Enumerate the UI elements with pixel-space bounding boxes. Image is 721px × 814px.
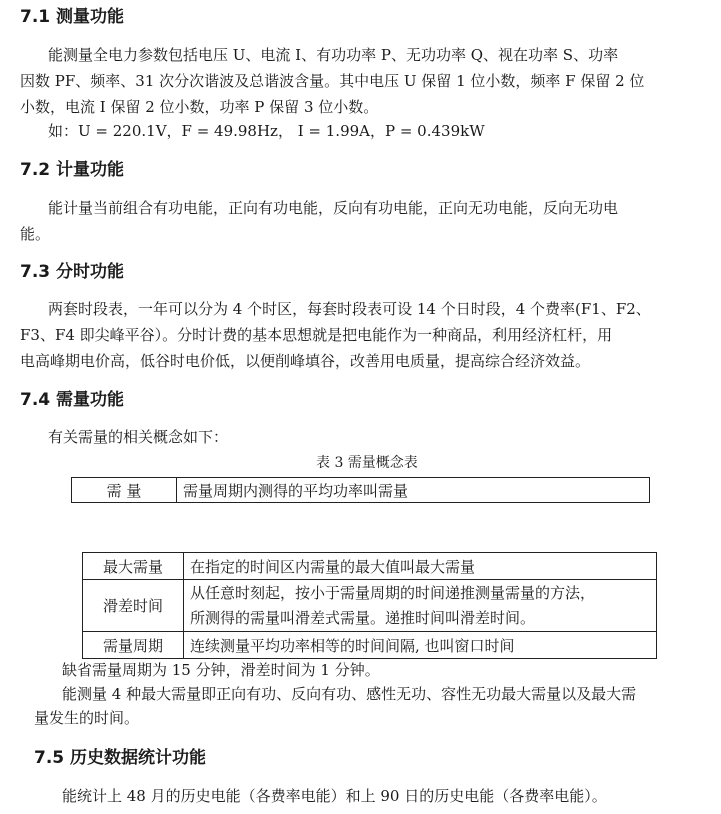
section-heading-7-1: 7.1 测量功能 [20,7,125,27]
section-heading-7-3: 7.3 分时功能 [20,262,125,282]
table-term-cell: 需 量 [72,478,177,503]
section-heading-7-4: 7.4 需量功能 [20,390,125,410]
paragraph-line: 小数，电流 I 保留 2 位小数，功率 P 保留 3 位小数。 [20,98,379,116]
paragraph-line: 缺省需量周期为 15 分钟，滑差时间为 1 分钟。 [62,661,380,679]
paragraph-line: 能统计上 48 月的历史电能（各费率电能）和上 90 日的历史电能（各费率电能）。 [62,787,607,805]
paragraph-line: 如：U = 220.1V，F = 49.98Hz， I = 1.99A，P = 0.439kW [48,122,485,140]
table-term-cell: 最大需量 [83,553,184,580]
table-desc-cell: 连续测量平均功率相等的时间间隔, 也叫窗口时间 [184,632,657,659]
table-caption: 表 3 需量概念表 [316,455,418,471]
paragraph-line: 能测量全电力参数包括电压 U、电流 I、有功功率 P、无功功率 Q、视在功率 S、功率 [48,46,619,64]
table-desc-cell [184,580,657,632]
table-desc-line: 所测得的需量叫滑差式需量。递推时间叫滑差时间。 [190,608,536,627]
paragraph-line: 两套时段表，一年可以分为 4 个时区，每套时段表可设 14 个日时段，4 个费率(F1、F2、 [48,300,651,318]
table-row [83,580,657,632]
section-heading-7-2: 7.2 计量功能 [20,160,125,180]
table-desc-line: 从任意时刻起，按小于需量周期的时间递推测量需量的方法， [190,583,596,602]
table-row [72,478,650,503]
table-term-cell: 需量周期 [83,632,184,659]
table-row [83,632,657,659]
paragraph-line: F3、F4 即尖峰平谷）。分时计费的基本思想就是把电能作为一种商品，利用经济杠杆，用 [20,326,613,344]
paragraph-line: 因数 PF、频率、31 次分次谐波及总谐波含量。其中电压 U 保留 1 位小数，频率 F 保留 2 位 [20,72,645,90]
paragraph-line: 能计量当前组合有功电能，正向有功电能，反向有功电能，正向无功电能，反向无功电 [48,199,619,217]
paragraph-line: 电高峰期电价高，低谷时电价低，以便削峰填谷，改善用电质量，提高综合经济效益。 [20,352,591,370]
paragraph-line: 量发生的时间。 [34,709,140,727]
section-heading-7-5: 7.5 历史数据统计功能 [34,748,207,768]
table-term-cell: 滑差时间 [83,580,184,632]
table-desc-cell: 需量周期内测得的平均功率叫需量 [177,478,650,503]
demand-table-2 [82,552,657,659]
paragraph-line: 有关需量的相关概念如下： [48,428,229,446]
table-row [83,553,657,580]
paragraph-line: 能测量 4 种最大需量即正向有功、反向有功、感性无功、容性无功最大需量以及最大需 [62,685,637,703]
demand-table-1 [71,477,650,503]
table-desc-cell: 在指定的时间区内需量的最大值叫最大需量 [184,553,657,580]
paragraph-line: 能。 [20,225,51,243]
